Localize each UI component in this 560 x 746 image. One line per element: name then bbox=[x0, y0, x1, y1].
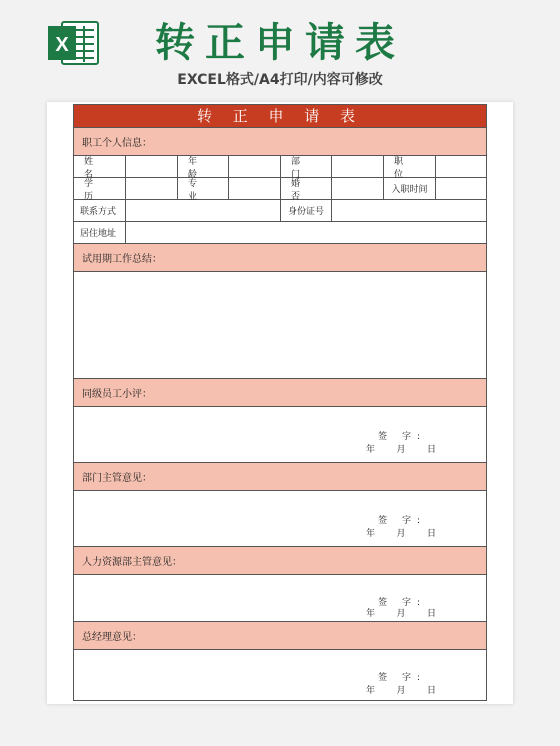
hr-manager-opinion-area[interactable] bbox=[74, 575, 486, 622]
date-day-label: 日 bbox=[426, 445, 436, 455]
field-address[interactable] bbox=[126, 222, 486, 243]
date-day-label: 日 bbox=[426, 686, 436, 696]
date-year-label: 年 bbox=[366, 445, 376, 455]
signature-label: 签 字: bbox=[378, 432, 426, 442]
field-education[interactable] bbox=[126, 178, 178, 199]
application-form bbox=[73, 104, 487, 701]
info-row bbox=[74, 156, 486, 178]
date-line bbox=[366, 526, 436, 539]
field-age[interactable] bbox=[229, 156, 281, 177]
date-month-label: 月 bbox=[396, 686, 406, 696]
signature-label: 签 字: bbox=[378, 598, 426, 608]
label-marital: 婚 否 bbox=[281, 178, 332, 199]
date-line bbox=[366, 442, 436, 455]
label-address: 居住地址 bbox=[74, 222, 126, 243]
label-age: 年 龄 bbox=[178, 156, 229, 177]
date-month-label: 月 bbox=[396, 609, 406, 619]
info-row bbox=[74, 178, 486, 200]
work-summary-area[interactable] bbox=[74, 272, 486, 379]
page-title: 转正申请表 bbox=[155, 20, 405, 66]
label-id-number: 身份证号 bbox=[281, 200, 332, 221]
section-work-summary-heading: 试用期工作总结： bbox=[74, 244, 486, 272]
field-marital[interactable] bbox=[332, 178, 384, 199]
date-line bbox=[366, 683, 436, 696]
label-hire-date: 入职时间 bbox=[384, 178, 436, 199]
excel-icon bbox=[46, 18, 102, 68]
label-major: 专 业 bbox=[178, 178, 229, 199]
field-department[interactable] bbox=[332, 156, 384, 177]
label-name: 姓 名 bbox=[74, 156, 126, 177]
date-month-label: 月 bbox=[396, 529, 406, 539]
info-row bbox=[74, 200, 486, 222]
date-day-label: 日 bbox=[426, 609, 436, 619]
label-department: 部 门 bbox=[281, 156, 332, 177]
field-hire-date[interactable] bbox=[436, 178, 486, 199]
peer-review-area[interactable] bbox=[74, 407, 486, 463]
info-row bbox=[74, 222, 486, 244]
section-dept-manager-heading: 部门主管意见： bbox=[74, 463, 486, 491]
field-position[interactable] bbox=[436, 156, 486, 177]
label-contact: 联系方式 bbox=[74, 200, 126, 221]
date-year-label: 年 bbox=[366, 609, 376, 619]
label-education: 学 历 bbox=[74, 178, 126, 199]
field-name[interactable] bbox=[126, 156, 178, 177]
gm-opinion-area[interactable] bbox=[74, 650, 486, 700]
section-peer-review-heading: 同级员工小评： bbox=[74, 379, 486, 407]
date-month-label: 月 bbox=[396, 445, 406, 455]
section-personal-info-heading: 职工个人信息： bbox=[74, 128, 486, 156]
page-header bbox=[0, 0, 560, 100]
date-year-label: 年 bbox=[366, 686, 376, 696]
date-year-label: 年 bbox=[366, 529, 376, 539]
field-major[interactable] bbox=[229, 178, 281, 199]
page-subtitle: EXCEL格式/A4打印/内容可修改 bbox=[177, 72, 383, 88]
date-day-label: 日 bbox=[426, 529, 436, 539]
svg-text:X: X bbox=[55, 34, 69, 56]
section-gm-heading: 总经理意见： bbox=[74, 622, 486, 650]
signature-label: 签 字: bbox=[378, 516, 426, 526]
field-contact[interactable] bbox=[126, 200, 281, 221]
date-line bbox=[366, 606, 436, 619]
section-hr-manager-heading: 人力资源部主管意见： bbox=[74, 547, 486, 575]
document-page bbox=[47, 102, 513, 704]
signature-label: 签 字: bbox=[378, 673, 426, 683]
dept-manager-opinion-area[interactable] bbox=[74, 491, 486, 547]
label-position: 职 位 bbox=[384, 156, 436, 177]
form-title: 转 正 申 请 表 bbox=[74, 104, 486, 128]
field-id-number[interactable] bbox=[332, 200, 486, 221]
